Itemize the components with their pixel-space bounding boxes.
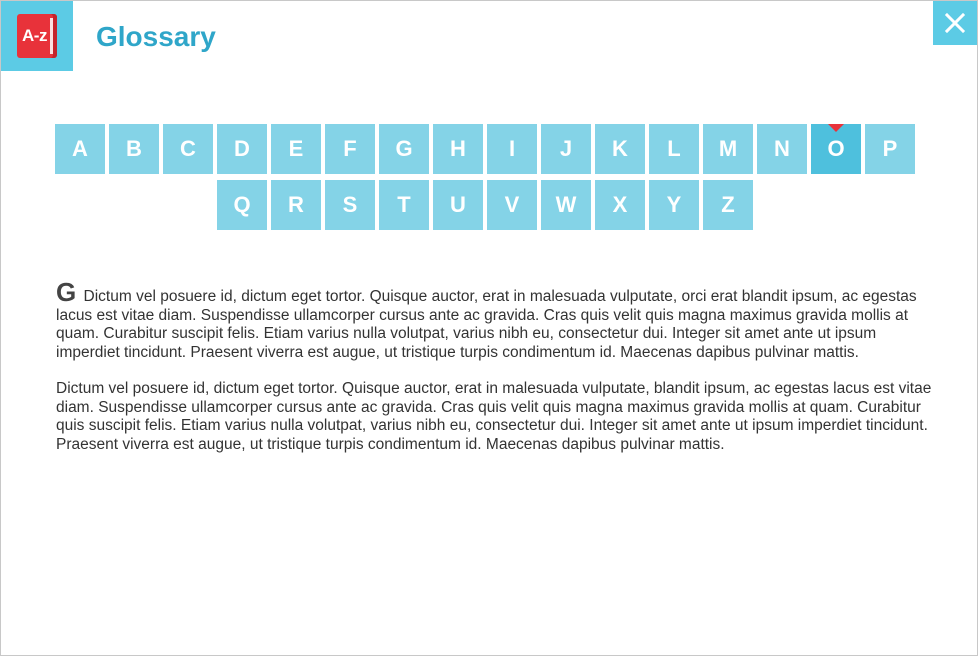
letter-button-i[interactable]: I [487,124,537,174]
letter-button-t[interactable]: T [379,180,429,230]
letter-button-o[interactable]: O [811,124,861,174]
letter-button-d[interactable]: D [217,124,267,174]
close-icon [945,13,965,33]
letter-button-l[interactable]: L [649,124,699,174]
glossary-logo [1,1,73,71]
letter-button-b[interactable]: B [109,124,159,174]
letter-button-s[interactable]: S [325,180,375,230]
letter-button-h[interactable]: H [433,124,483,174]
letter-button-p[interactable]: P [865,124,915,174]
letter-button-c[interactable]: C [163,124,213,174]
paragraph-1-text: Dictum vel posuere id, dictum eget tortor. Quisque auctor, erat in malesuada vulputate, orci erat blandit ipsum, ac egestas lacus est vitae diam. Suspendisse ullamcorper cursus ante ac gravida. Cras quis velit quis magna maximus gravida mollis at quam. Curabitur suscipit felis. Etiam varius nulla volutpat, varius nibh eu, consectetur dui. Integer sit amet ante ut ipsum imperdiet tincidunt. Praesent viverra est augue, ut tristique turpis condimentum id. Maecenas dapibus pulvinar mattis. [56,288,917,361]
page-title: Glossary [96,21,216,52]
book-icon [17,14,57,58]
alphabet-row-1 [55,124,917,174]
glossary-paragraph-2: Dictum vel posuere id, dictum eget tortor. Quisque auctor, erat in malesuada vulputate, blandit ipsum, ac egestas lacus est vitae diam. Suspendisse ullamcorper cursus ante ac gravida. Cras quis velit quis magna maximus gravida mollis at quam. Curabitur quis suscipit felis. Etiam varius nulla volutpat, varius nibh eu, consectetur dui. Integer sit amet ante ut ipsum imperdiet tincidunt. Praesent viverra est augue, ut tristique turpis condimentum id. Maecenas dapibus pulvinar mattis. [56,380,932,453]
alphabet-row-2 [55,180,917,230]
letter-button-w[interactable]: W [541,180,591,230]
alphabet-index [55,124,917,230]
letter-button-x[interactable]: X [595,180,645,230]
letter-button-f[interactable]: F [325,124,375,174]
letter-button-m[interactable]: M [703,124,753,174]
letter-button-q[interactable]: Q [217,180,267,230]
letter-button-r[interactable]: R [271,180,321,230]
letter-button-j[interactable]: J [541,124,591,174]
close-button[interactable] [933,1,977,45]
letter-button-v[interactable]: V [487,180,537,230]
letter-button-u[interactable]: U [433,180,483,230]
letter-button-g[interactable]: G [379,124,429,174]
logo-text: A-z [22,26,47,45]
letter-button-e[interactable]: E [271,124,321,174]
letter-button-z[interactable]: Z [703,180,753,230]
letter-button-y[interactable]: Y [649,180,699,230]
letter-button-k[interactable]: K [595,124,645,174]
glossary-content [56,277,936,454]
letter-button-a[interactable]: A [55,124,105,174]
dropcap-letter: G [56,277,77,307]
letter-button-n[interactable]: N [757,124,807,174]
glossary-paragraph-1 [56,277,936,362]
